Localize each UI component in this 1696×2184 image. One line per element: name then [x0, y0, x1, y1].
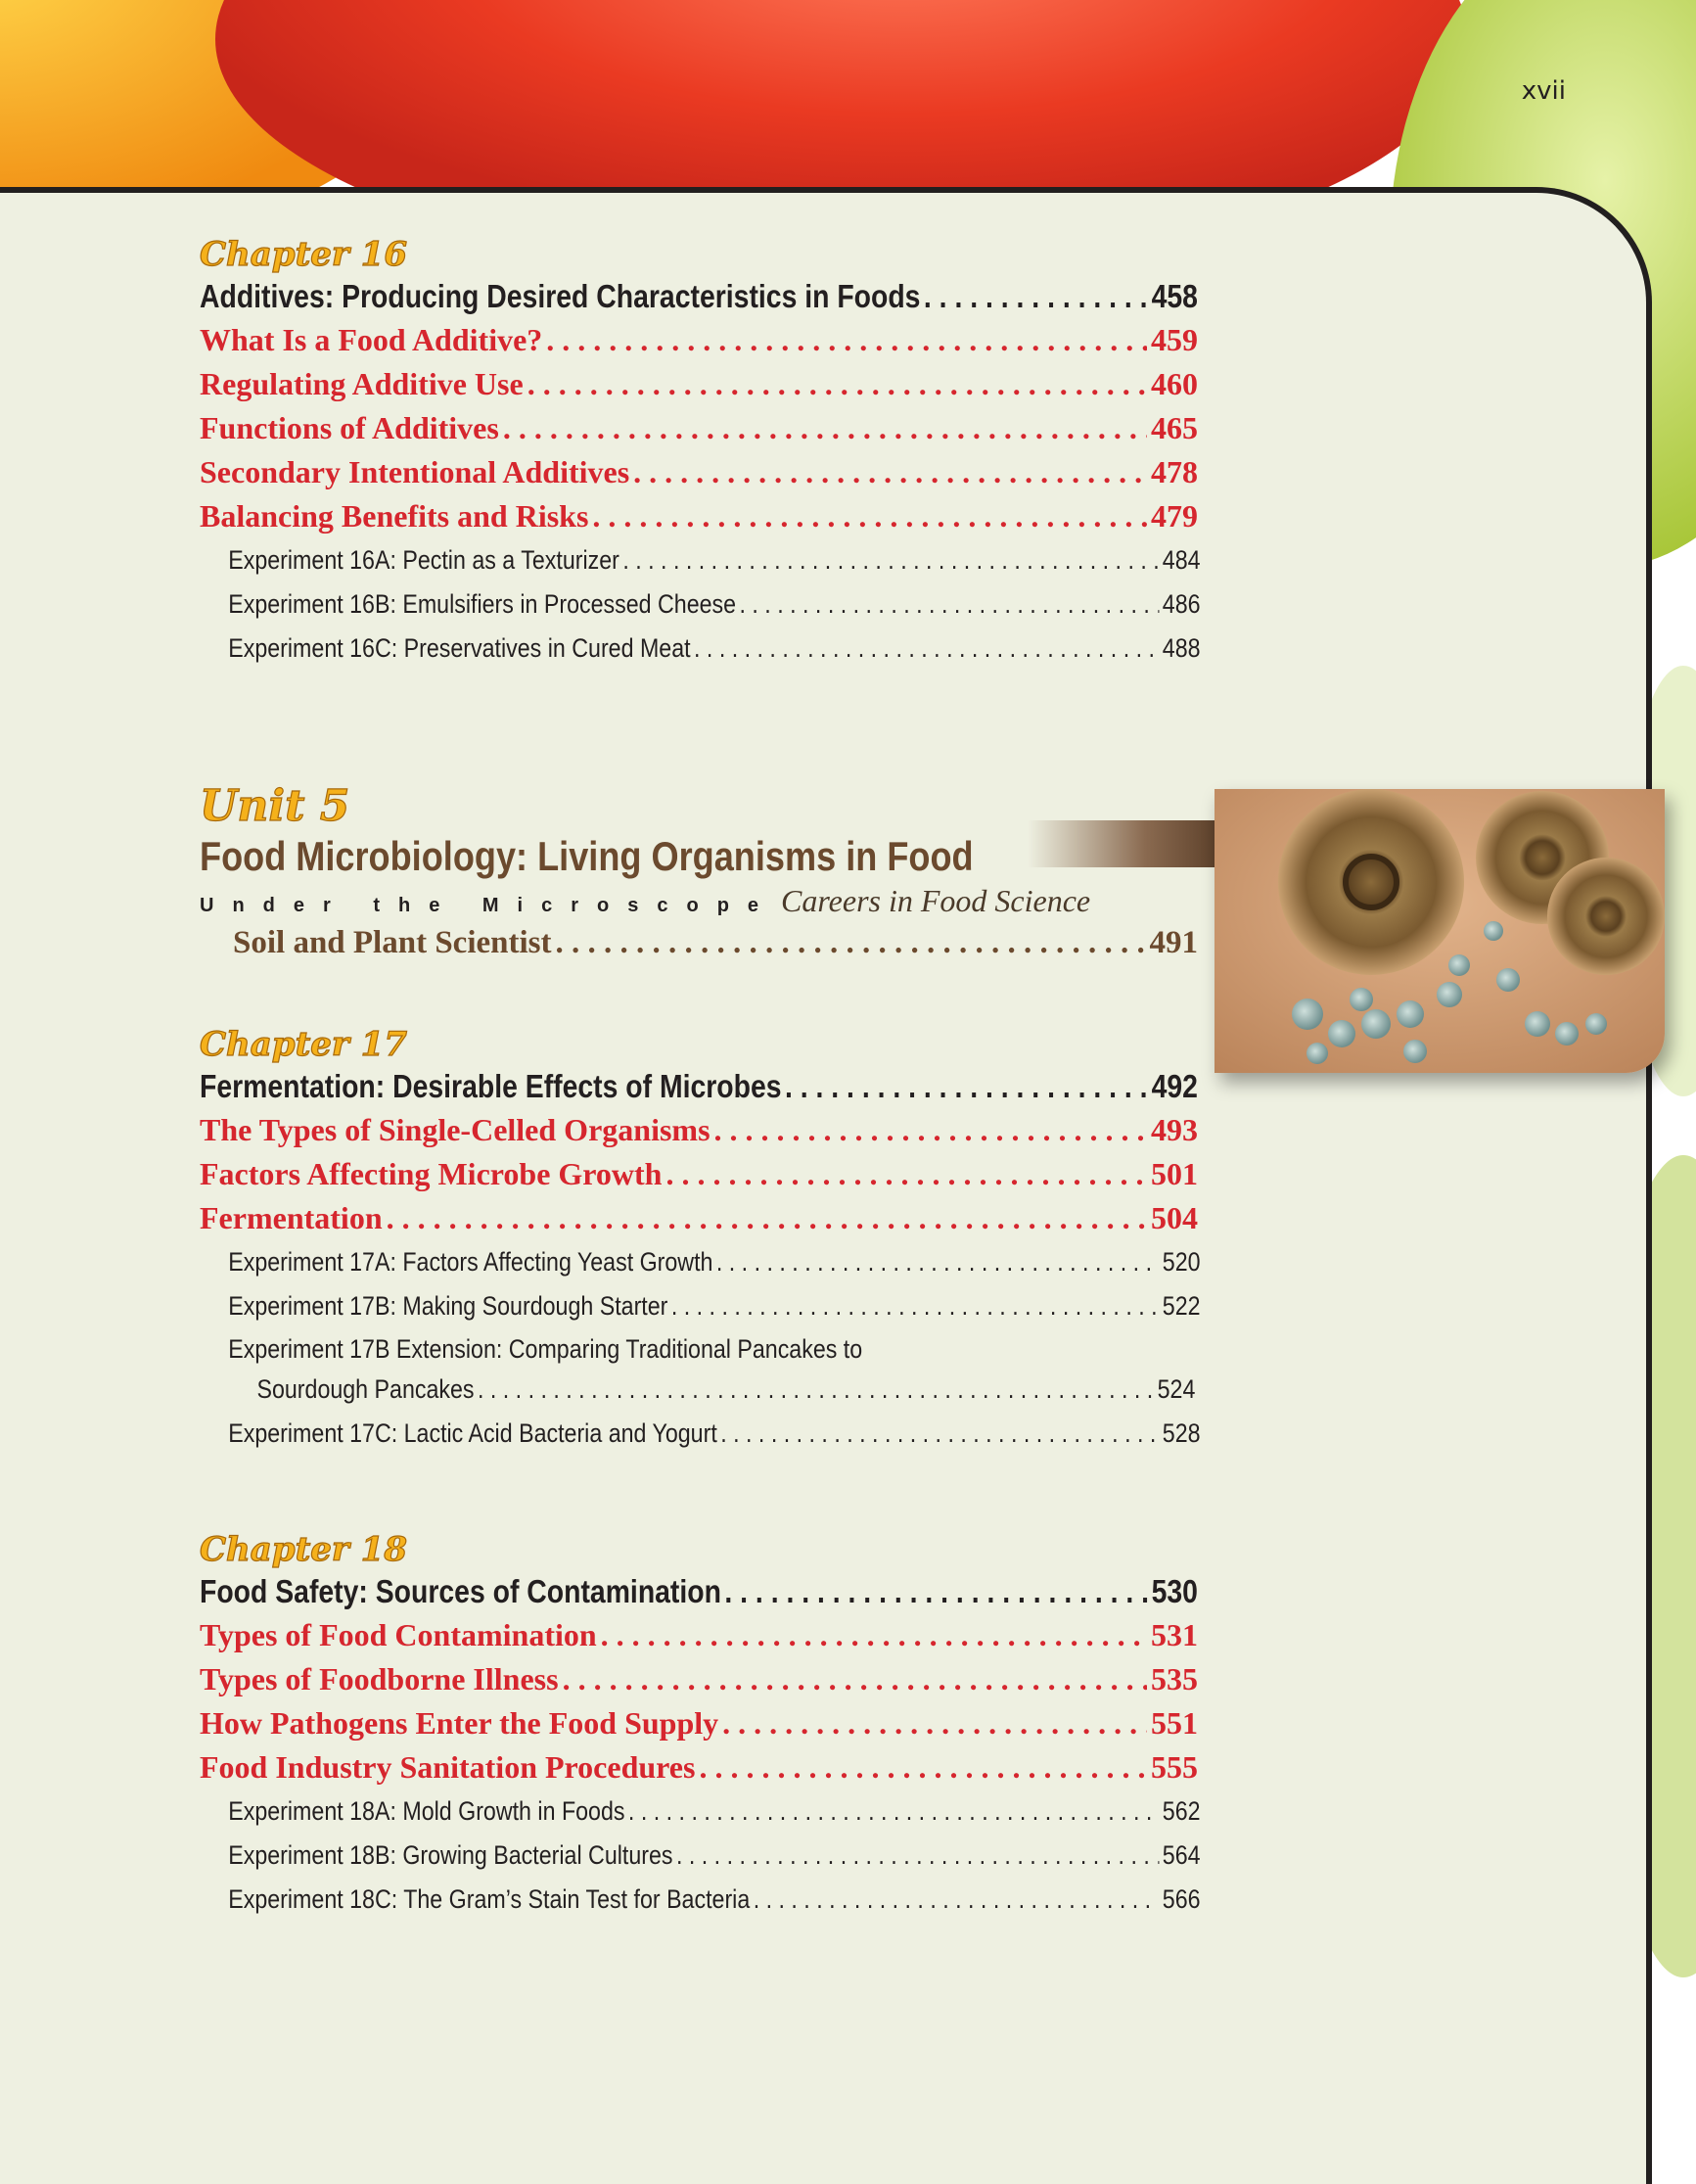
dot-leader [563, 1657, 1147, 1701]
chapter-16-block [200, 235, 1201, 671]
dot-leader [478, 1368, 1154, 1412]
dot-leader [740, 582, 1160, 627]
toc-career-entry[interactable] [200, 920, 1198, 965]
toc-entry-page: 520 [1162, 1247, 1201, 1277]
toc-experiment-entry[interactable] [200, 1284, 1201, 1328]
toc-entry-page: 501 [1151, 1156, 1198, 1191]
toc-entry-title: The Types of Single-Celled Organisms [200, 1112, 710, 1147]
toc-entry-page: 484 [1162, 545, 1201, 575]
chapter-16-label: Chapter 16 [200, 235, 407, 274]
chapter-17-block [200, 1025, 1201, 1456]
toc-entry-title: Types of Foodborne Illness [200, 1661, 559, 1696]
toc-experiment-entry[interactable] [200, 1834, 1201, 1878]
toc-entry-page: 486 [1162, 589, 1201, 619]
toc-entry-page: 531 [1151, 1617, 1198, 1652]
toc-entry-page: 528 [1162, 1418, 1201, 1448]
toc-experiment-entry[interactable] [200, 1878, 1201, 1922]
dot-leader [592, 494, 1147, 538]
chapter-18-label: Chapter 18 [200, 1530, 407, 1569]
toc-entry-title: Experiment 18C: The Gram’s Stain Test for Bacteria [228, 1884, 751, 1914]
unit-5-title[interactable]: Food Microbiology: Living Organisms in Food [200, 833, 974, 879]
dot-leader [785, 1064, 1148, 1108]
toc-entry-title: Food Industry Sanitation Procedures [200, 1749, 696, 1785]
toc-entry-page: 492 [1151, 1068, 1198, 1104]
toc-entry-title: Balancing Benefits and Risks [200, 498, 589, 534]
toc-section-entry[interactable] [200, 1657, 1198, 1701]
toc-entry-title: How Pathogens Enter the Food Supply [200, 1705, 719, 1741]
toc-section-entry[interactable] [200, 1108, 1198, 1152]
dot-leader [714, 1108, 1147, 1152]
mold-colonies-photo [1215, 789, 1665, 1073]
toc-entry-page: 460 [1151, 366, 1198, 401]
dot-leader [754, 1878, 1160, 1922]
toc-entry-title: Regulating Additive Use [200, 366, 524, 401]
toc-section-entry[interactable] [200, 1196, 1198, 1240]
toc-section-entry[interactable] [200, 494, 1198, 538]
dot-leader [555, 920, 1145, 965]
toc-entry-page: 488 [1162, 633, 1201, 663]
chapter-16-title-entry[interactable] [200, 274, 1198, 318]
toc-entry-page: 458 [1151, 278, 1198, 314]
toc-entry-page: 493 [1151, 1112, 1198, 1147]
toc-section-entry[interactable] [200, 406, 1198, 450]
toc-entry-page: 562 [1162, 1796, 1201, 1826]
toc-entry-page: 504 [1151, 1200, 1198, 1235]
toc-entry-title: Experiment 18A: Mold Growth in Foods [228, 1796, 625, 1826]
dot-leader [724, 1569, 1148, 1613]
unit-5-block [200, 781, 1198, 965]
dot-leader [924, 274, 1148, 318]
dot-leader [716, 1240, 1159, 1284]
toc-entry-title: Experiment 16B: Emulsifiers in Processed Cheese [228, 589, 737, 619]
toc-section-entry[interactable] [200, 450, 1198, 494]
toc-entry-page: 566 [1162, 1884, 1201, 1914]
dot-leader [665, 1152, 1147, 1196]
page-number: xvii [1521, 76, 1566, 106]
dot-leader [601, 1613, 1147, 1657]
dot-leader [699, 1745, 1147, 1789]
toc-entry-title: Experiment 16A: Pectin as a Texturizer [228, 545, 619, 575]
toc-experiment-entry[interactable] [200, 627, 1201, 671]
toc-entry-title: Additives: Producing Desired Characteristics in Foods [200, 278, 921, 314]
under-the-microscope-row [200, 881, 1198, 920]
toc-extension-entry[interactable] [200, 1368, 1195, 1412]
toc-section-entry[interactable] [200, 1613, 1198, 1657]
toc-entry-title: Secondary Intentional Additives [200, 454, 630, 489]
dot-leader [387, 1196, 1147, 1240]
dot-leader [628, 1789, 1159, 1834]
under-the-microscope-label: Under the Microscope [200, 895, 778, 916]
toc-entry-title: Sourdough Pancakes [256, 1374, 475, 1404]
toc-entry-page: 555 [1151, 1749, 1198, 1785]
toc-entry-title: What Is a Food Additive? [200, 322, 543, 357]
toc-entry-title: Fermentation [200, 1200, 383, 1235]
toc-entry-title: Experiment 17A: Factors Affecting Yeast Growth [228, 1247, 713, 1277]
toc-entry-page: 524 [1157, 1374, 1196, 1404]
toc-experiment-entry[interactable] [200, 1412, 1201, 1456]
chapter-18-block [200, 1530, 1201, 1922]
toc-section-entry[interactable] [200, 1152, 1198, 1196]
toc-experiment-entry[interactable] [200, 1240, 1201, 1284]
toc-entry-title: Fermentation: Desirable Effects of Microbes [200, 1068, 782, 1104]
toc-entry-title: Experiment 17B: Making Sourdough Starter [228, 1291, 668, 1321]
toc-entry-page: 522 [1162, 1291, 1201, 1321]
toc-entry-page: 535 [1151, 1661, 1198, 1696]
toc-section-entry[interactable] [200, 1745, 1198, 1789]
dot-leader [722, 1701, 1147, 1745]
toc-section-entry[interactable] [200, 362, 1198, 406]
chapter-18-title-entry[interactable] [200, 1569, 1198, 1613]
toc-entry-page: 564 [1162, 1840, 1201, 1870]
toc-entry-page: 530 [1151, 1573, 1198, 1609]
toc-entry-title: Experiment 18B: Growing Bacterial Cultures [228, 1840, 673, 1870]
toc-entry-page: 459 [1151, 322, 1198, 357]
dot-leader [720, 1412, 1159, 1456]
toc-entry-title: Experiment 16C: Preservatives in Cured Meat [228, 633, 691, 663]
dot-leader [622, 538, 1159, 582]
dot-leader [671, 1284, 1160, 1328]
toc-entry-page: 478 [1151, 454, 1198, 489]
dot-leader [694, 627, 1159, 671]
dot-leader [503, 406, 1147, 450]
toc-section-entry[interactable] [200, 1701, 1198, 1745]
toc-section-entry[interactable] [200, 318, 1198, 362]
toc-entry-page: 479 [1151, 498, 1198, 534]
toc-extension-entry-line1[interactable]: Experiment 17B Extension: Comparing Traditional Pancakes to [228, 1334, 863, 1364]
toc-entry-page: 551 [1151, 1705, 1198, 1741]
toc-experiment-entry[interactable] [200, 582, 1201, 627]
unit-5-label: Unit 5 [200, 781, 350, 831]
toc-entry-title: Experiment 17C: Lactic Acid Bacteria and Yogurt [228, 1418, 717, 1448]
toc-experiment-entry[interactable] [200, 538, 1201, 582]
toc-entry-title: Soil and Plant Scientist [233, 925, 552, 960]
toc-entry-title: Food Safety: Sources of Contamination [200, 1573, 721, 1609]
toc-entry-title: Functions of Additives [200, 410, 499, 445]
dot-leader [633, 450, 1147, 494]
toc-entry-page: 465 [1151, 410, 1198, 445]
chapter-17-title-entry[interactable] [200, 1064, 1198, 1108]
toc-entry-title: Types of Food Contamination [200, 1617, 597, 1652]
dot-leader [676, 1834, 1159, 1878]
dot-leader [546, 318, 1147, 362]
chapter-17-label: Chapter 17 [200, 1025, 407, 1064]
toc-entry-title: Factors Affecting Microbe Growth [200, 1156, 663, 1191]
toc-experiment-entry[interactable] [200, 1789, 1201, 1834]
dot-leader [527, 362, 1147, 406]
toc-entry-page: 491 [1149, 925, 1198, 960]
careers-in-food-science-label: Careers in Food Science [781, 883, 1091, 918]
